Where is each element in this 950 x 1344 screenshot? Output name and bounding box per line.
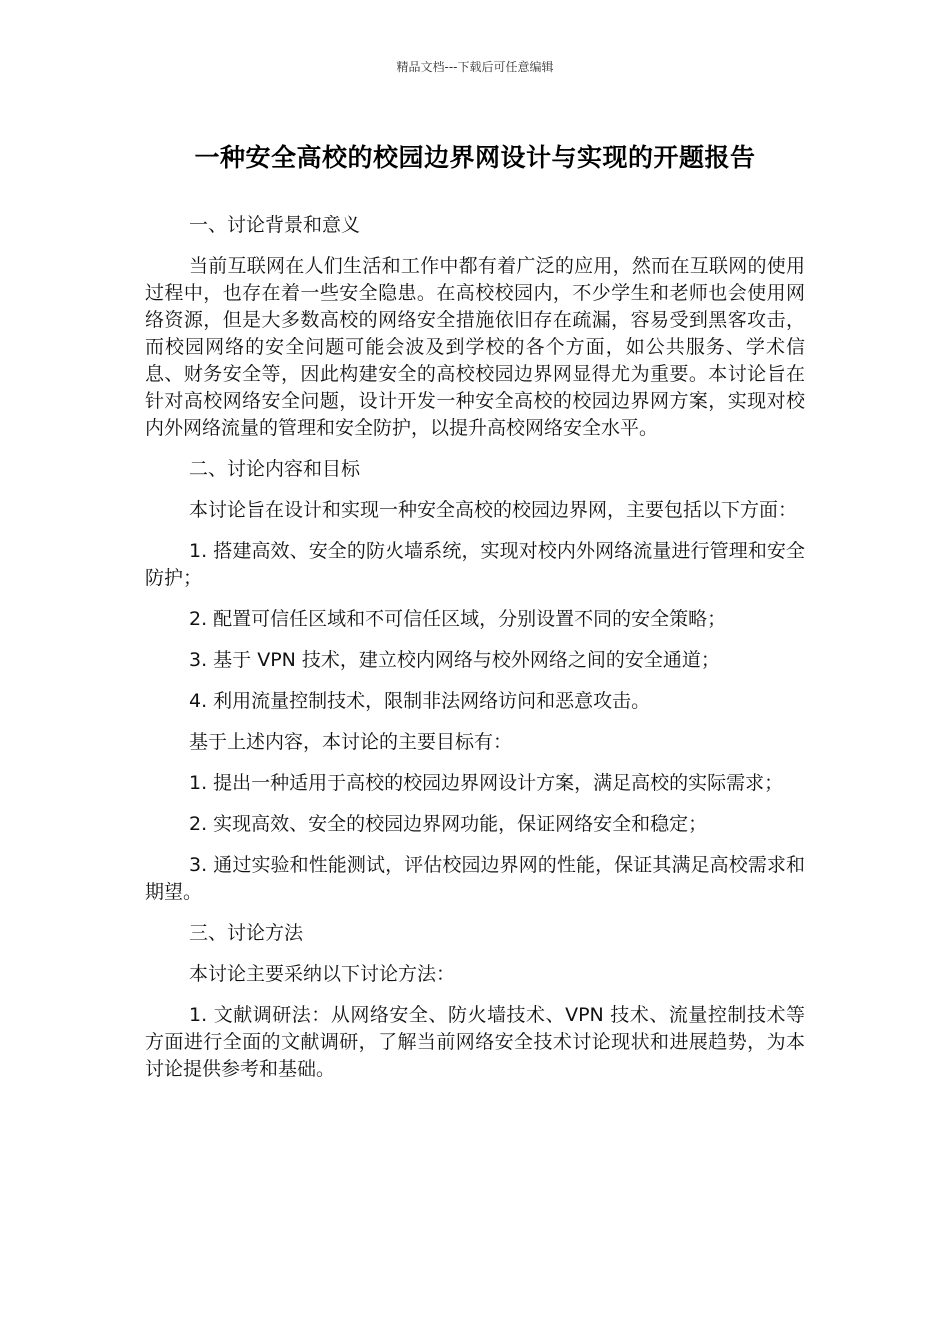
list-item-goal-2: 2. 实现高效、安全的校园边界网功能，保证网络安全和稳定； <box>189 813 708 835</box>
section-heading-content-goals: 二、讨论内容和目标 <box>189 458 361 480</box>
section-heading-methods: 三、讨论方法 <box>189 922 304 944</box>
paragraph-content-intro: 本讨论旨在设计和实现一种安全高校的校园边界网，主要包括以下方面： <box>189 499 798 521</box>
paragraph-goals-intro: 基于上述内容，本讨论的主要目标有： <box>189 731 513 753</box>
paragraph-background: 当前互联网在人们生活和工作中都有着广泛的应用，然而在互联网的使用过程中，也存在着一些安全隐患。在高校校园内，不少学生和老师也会使用网络资源，但是大多数高校的网络安全措施依旧存在疏漏，容易受到黑客攻击，而校园网络的安全问题可能会波及到学校的各个方面，如公共服务、学术信息、财务安全等，因此构建安全的高校校园边界网显得尤为重要。本讨论旨在针对高校网络安全问题，设计开发一种安全高校的校园边界网方案，实现对校内外网络流量的管理和安全防护，以提升高校网络安全水平。 <box>145 255 805 439</box>
list-item-content-2: 2. 配置可信任区域和不可信任区域，分别设置不同的安全策略； <box>189 608 727 630</box>
list-item-method-1: 1. 文献调研法：从网络安全、防火墙技术、VPN 技术、流量控制技术等方面进行全面的文献调研，了解当前网络安全技术讨论现状和进展趋势，为本讨论提供参考和基础。 <box>145 1004 805 1080</box>
document-body <box>145 212 805 1097</box>
page-header-note: 精品文档---下载后可任意编辑 <box>396 60 554 74</box>
section-heading-background: 一、讨论背景和意义 <box>189 214 361 236</box>
list-item-content-1: 1. 搭建高效、安全的防火墙系统，实现对校内外网络流量进行管理和安全防护； <box>145 540 805 589</box>
paragraph-methods-intro: 本讨论主要采纳以下讨论方法： <box>189 963 456 985</box>
list-item-content-4: 4. 利用流量控制技术，限制非法网络访问和恶意攻击。 <box>189 690 651 712</box>
document-title: 一种安全高校的校园边界网设计与实现的开题报告 <box>194 143 756 172</box>
list-item-goal-1: 1. 提出一种适用于高校的校园边界网设计方案，满足高校的实际需求； <box>189 772 784 794</box>
list-item-goal-3: 3. 通过实验和性能测试，评估校园边界网的性能，保证其满足高校需求和期望。 <box>145 854 805 903</box>
list-item-content-3: 3. 基于 VPN 技术，建立校内网络与校外网络之间的安全通道； <box>189 649 720 671</box>
